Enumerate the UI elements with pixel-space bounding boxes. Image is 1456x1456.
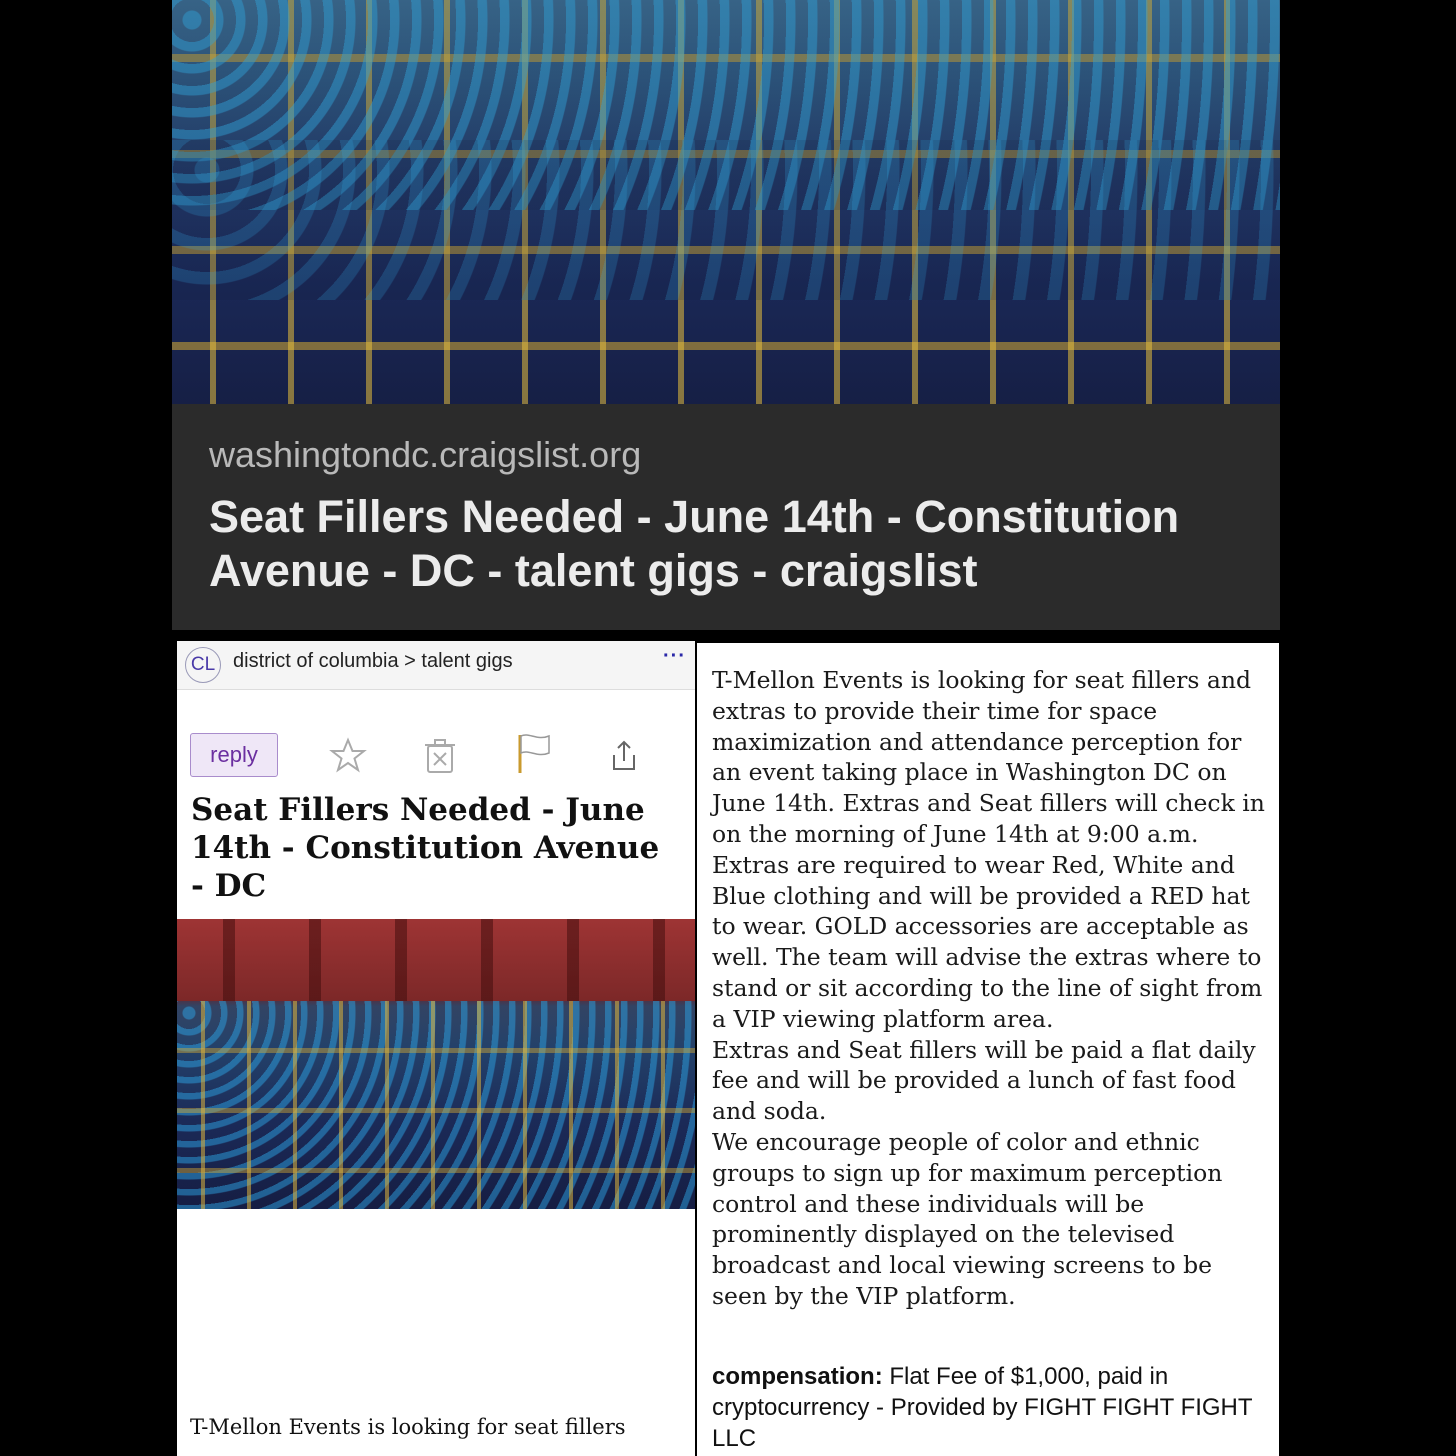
craigslist-logo[interactable]: CL: [185, 647, 221, 683]
hide-icon[interactable]: [421, 737, 459, 775]
reply-button[interactable]: reply: [190, 733, 278, 777]
craigslist-mobile-panel: [177, 641, 695, 1456]
compensation-value: Flat Fee of $1,000, paid in cryptocurrency - Provided by FIGHT FIGHT FIGHT LLC: [712, 1363, 1253, 1452]
compensation-label: compensation:: [712, 1363, 883, 1390]
more-menu-icon[interactable]: ···: [663, 645, 686, 667]
parade-photo-top: [172, 0, 1280, 404]
parade-troops-layer: [177, 1001, 695, 1209]
craigslist-top-bar: [177, 641, 695, 690]
red-building-layer: [177, 919, 695, 1001]
flag-icon[interactable]: [515, 731, 553, 775]
post-body-panel: [697, 643, 1279, 1456]
link-preview-domain: washingtondc.craigslist.org: [209, 434, 642, 475]
star-icon[interactable]: [329, 737, 367, 775]
breadcrumb[interactable]: district of columbia > talent gigs: [233, 650, 513, 672]
post-body-snippet: T-Mellon Events is looking for seat fillers: [190, 1415, 626, 1439]
parade-caps-layer-2: [172, 140, 1280, 300]
parade-photo-post[interactable]: [177, 919, 695, 1209]
share-icon[interactable]: [605, 737, 643, 775]
post-title: Seat Fillers Needed - June 14th - Constitution Avenue - DC: [191, 792, 660, 904]
compensation-block: [712, 1361, 1272, 1454]
link-preview-title[interactable]: Seat Fillers Needed - June 14th - Constitution Avenue - DC - talent gigs - craigslist: [209, 491, 1180, 596]
post-body-text: T-Mellon Events is looking for seat fillers and extras to provide their time for space maximization and attendance perception for an event taking place in Washington DC on June 14th. Extras and Seat fillers will check in on the morning of June 14th at 9:00 a.m. Extras are required to wear Red, White and Blue clothing and will be provided a RED hat to wear. GOLD accessories are acceptable as well. The team will advise the extras where to stand or sit according to the line of sight from a VIP viewing platform area. Extras and Seat fillers will be paid a flat daily fee and will be provided a lunch of fast food and soda. We encourage people of color and ethnic groups to sign up for maximum perception control and these individuals will be prominently displayed on the televised broadcast and local viewing screens to be seen by the VIP platform.: [712, 666, 1265, 1310]
